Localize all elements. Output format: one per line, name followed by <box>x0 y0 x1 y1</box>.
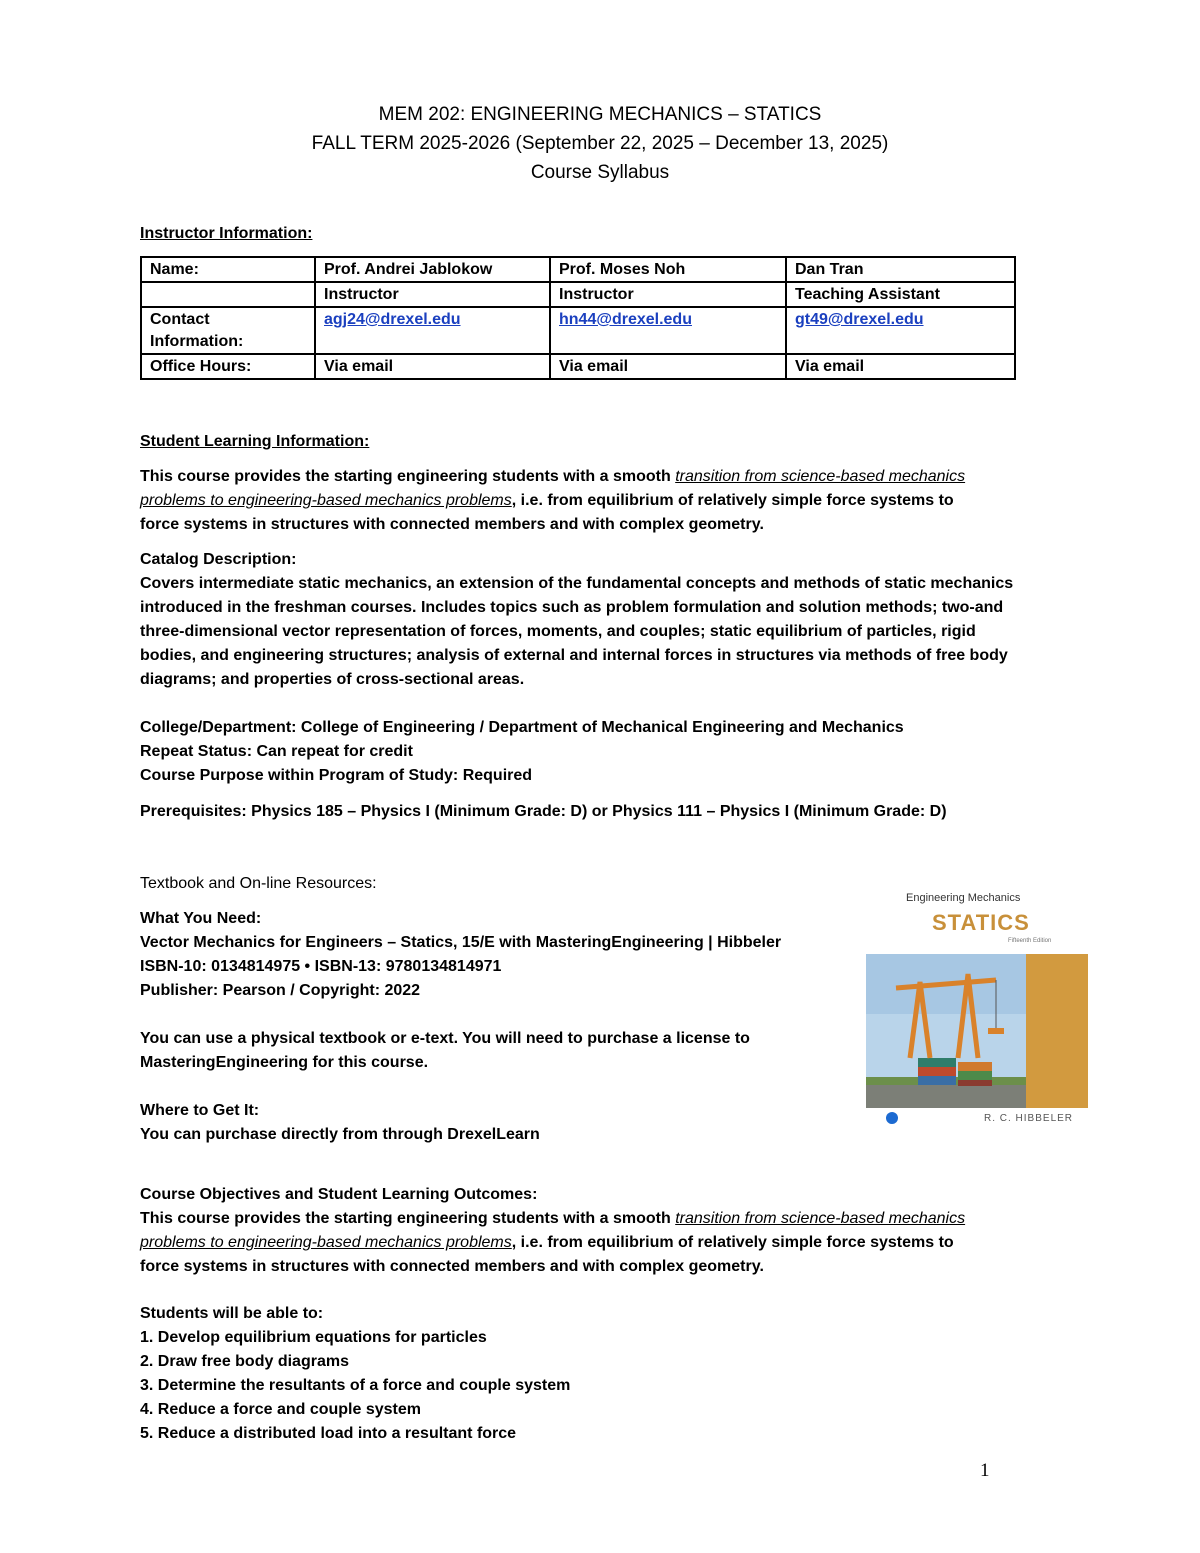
container <box>918 1058 956 1067</box>
table-cell: Contact Information: <box>141 307 315 354</box>
title-block <box>0 100 1200 187</box>
list-item: 3. Determine the resultants of a force and couple system <box>140 1377 571 1394</box>
where-text: You can purchase directly from through DrexelLearn <box>140 1126 540 1143</box>
intro-text: This course provides the starting engineering students with a smooth <box>140 468 676 485</box>
table-cell: Office Hours: <box>141 354 315 379</box>
list-item: 5. Reduce a distributed load into a resultant force <box>140 1425 517 1442</box>
table-cell: Instructor <box>315 282 550 307</box>
intro-emphasis: problems to engineering-based mechanics problems <box>140 1234 512 1251</box>
ground <box>866 1084 1026 1108</box>
cover-title: STATICS <box>932 910 1030 935</box>
table-row <box>141 257 1015 282</box>
table-cell <box>141 282 315 307</box>
orange-band <box>1026 954 1088 1108</box>
cover-series: Engineering Mechanics <box>906 892 1021 904</box>
learning-intro-line-2 <box>140 489 1040 513</box>
email-link-noh[interactable]: hn44@drexel.edu <box>559 311 692 328</box>
intro-text: , i.e. from equilibrium of relatively simple force systems to <box>511 1234 954 1251</box>
objectives-heading: Course Objectives and Student Learning Outcomes: <box>140 1186 538 1203</box>
intro-emphasis: transition from science-based mechanics <box>675 1210 966 1227</box>
catalog-description <box>140 572 1060 692</box>
intro-emphasis: transition from science-based mechanics <box>675 468 966 485</box>
table-cell <box>786 307 1015 354</box>
able-heading: Students will be able to: <box>140 1305 324 1322</box>
table-row <box>141 282 1015 307</box>
container <box>958 1080 992 1086</box>
objectives-intro-line-3: force systems in structures with connected members and with complex geometry. <box>140 1258 764 1275</box>
course-title: MEM 202: ENGINEERING MECHANICS – STATICS <box>378 104 822 125</box>
list-item: 2. Draw free body diagrams <box>140 1353 349 1370</box>
learning-intro-line-1 <box>140 465 1040 489</box>
crane-spreader <box>988 1028 1004 1034</box>
list-item: 4. Reduce a force and couple system <box>140 1401 421 1418</box>
table-cell: Prof. Moses Noh <box>550 257 786 282</box>
table-cell: Via email <box>315 354 550 379</box>
note-line: MasteringEngineering for this course. <box>140 1054 429 1071</box>
textbook-heading: Textbook and On-line Resources: <box>140 875 377 892</box>
where-to-get <box>140 1099 840 1147</box>
cover-edition: Fifteenth Edition <box>1008 938 1052 944</box>
catalog-heading: Catalog Description: <box>140 551 297 568</box>
need-heading: What You Need: <box>140 910 262 927</box>
table-cell: Dan Tran <box>786 257 1015 282</box>
container <box>958 1071 992 1080</box>
container <box>918 1076 956 1085</box>
table-cell: Name: <box>141 257 315 282</box>
college-department: College/Department: College of Engineering / Department of Mechanical Engineering and Mechanics <box>140 719 904 736</box>
course-purpose: Course Purpose within Program of Study: Required <box>140 767 533 784</box>
isbn: ISBN-10: 0134814975 • ISBN-13: 9780134814971 <box>140 958 502 975</box>
table-cell: Prof. Andrei Jablokow <box>315 257 550 282</box>
note-line: You can use a physical textbook or e-text. You will need to purchase a license to <box>140 1030 750 1047</box>
publisher: Publisher: Pearson / Copyright: 2022 <box>140 982 421 999</box>
objectives-intro-line-2 <box>140 1231 1040 1255</box>
cover-photo <box>866 954 1088 1108</box>
cover-author: R. C. HIBBELER <box>984 1113 1074 1124</box>
email-link-tran[interactable]: gt49@drexel.edu <box>795 311 924 328</box>
outcomes-list <box>140 1302 1040 1446</box>
objectives-intro-line-1 <box>140 1207 1040 1231</box>
table-cell: Instructor <box>550 282 786 307</box>
catalog-line: introduced in the freshman courses. Includes topics such as problem formulation and solution methods; two-and <box>140 599 1004 616</box>
container <box>918 1067 956 1076</box>
book-cover-image <box>866 884 1088 1132</box>
term-line: FALL TERM 2025-2026 (September 22, 2025 – December 13, 2025) <box>311 133 889 154</box>
doc-type: Course Syllabus <box>530 162 670 183</box>
learning-heading: Student Learning Information: <box>140 433 370 450</box>
textbook-note <box>140 1027 840 1075</box>
catalog-line: bodies, and engineering structures; analysis of external and internal forces in structures via methods of free body <box>140 647 1008 664</box>
email-link-jablokow[interactable]: agj24@drexel.edu <box>324 311 461 328</box>
table-cell <box>550 307 786 354</box>
table-cell: Via email <box>786 354 1015 379</box>
cover-footer <box>866 1108 1088 1132</box>
book-title: Vector Mechanics for Engineers – Statics, 15/E with MasteringEngineering | Hibbeler <box>140 934 782 951</box>
page-number: 1 <box>980 1460 990 1481</box>
intro-text: This course provides the starting engineering students with a smooth <box>140 1210 676 1227</box>
table-cell: Via email <box>550 354 786 379</box>
course-info <box>140 716 1060 788</box>
list-item: 1. Develop equilibrium equations for particles <box>140 1329 487 1346</box>
catalog-line: three-dimensional vector representation of forces, moments, and couples; static equilibrium of particles, rigid <box>140 623 976 640</box>
instructor-heading: Instructor Information: <box>140 225 313 242</box>
learning-intro <box>140 465 1040 537</box>
prerequisites: Prerequisites: Physics 185 – Physics I (Minimum Grade: D) or Physics 111 – Physics I (Minimum Grade: D) <box>140 803 947 820</box>
container <box>958 1062 992 1071</box>
objectives-intro <box>140 1207 1040 1279</box>
cover-header <box>866 884 1088 954</box>
table-cell: Teaching Assistant <box>786 282 1015 307</box>
catalog-line: diagrams; and properties of cross-sectional areas. <box>140 671 525 688</box>
learning-intro-line-3: force systems in structures with connected members and with complex geometry. <box>140 516 764 533</box>
pearson-logo-icon <box>886 1112 898 1124</box>
table-row <box>141 307 1015 354</box>
table-cell <box>315 307 550 354</box>
textbook-details <box>140 907 840 1003</box>
intro-text: , i.e. from equilibrium of relatively simple force systems to <box>511 492 954 509</box>
catalog-line: Covers intermediate static mechanics, an extension of the fundamental concepts and methods of static mechanics <box>140 575 1014 592</box>
intro-emphasis: problems to engineering-based mechanics problems <box>140 492 512 509</box>
where-heading: Where to Get It: <box>140 1102 260 1119</box>
repeat-status: Repeat Status: Can repeat for credit <box>140 743 413 760</box>
instructor-table <box>140 256 1016 380</box>
table-row <box>141 354 1015 379</box>
